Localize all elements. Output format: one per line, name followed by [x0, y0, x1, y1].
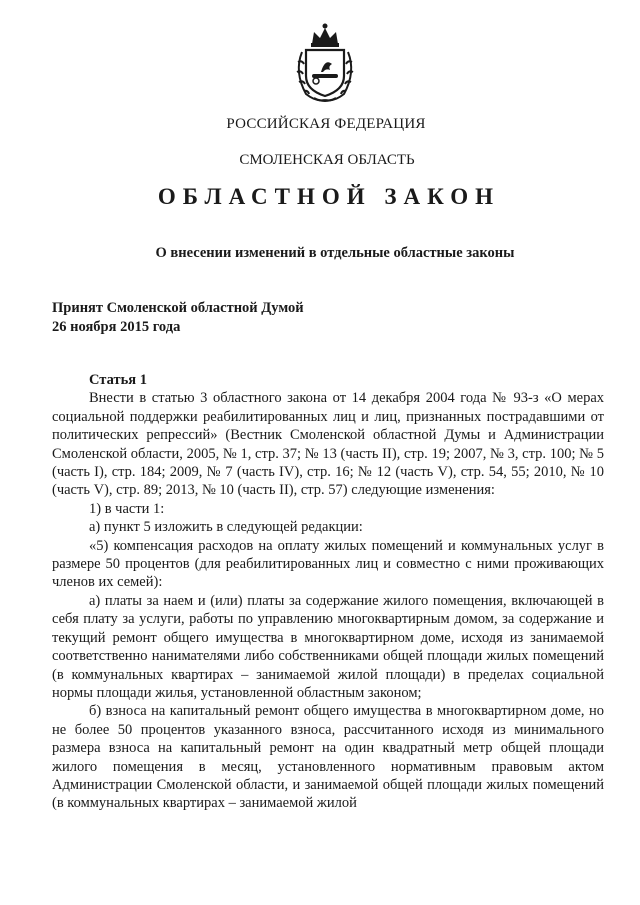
article-paragraph: а) платы за наем и (или) платы за содержание жилого помещения, включающей в себя плату за услуги, работы по управлению многоквартирным домом, за содержание и текущий ремонт общего имущества в многоквартирном доме, исходя из занимаемой соответственно нанимателями либо собственниками общей площади жилых помещений (в коммунальных квартирах – занимаемой жилой площади) в пределах социальной нормы площади жилья, установленной областным законом; — [52, 592, 604, 701]
article-paragraph: а) пункт 5 изложить в следующей редакции: — [89, 519, 363, 536]
article-paragraph: 1) в части 1: — [89, 500, 165, 517]
adopted-by: Принят Смоленской областной Думой — [52, 300, 304, 316]
region-heading: СМОЛЕНСКАЯ ОБЛАСТЬ — [239, 152, 415, 168]
coat-of-arms-icon — [292, 22, 358, 104]
article-paragraph: б) взноса на капитальный ремонт общего имущества в многоквартирном доме, но не более 50 процентов указанного взноса, рассчитанного исходя из минимального размера взноса на капитальный ремонт на один квадратный метр общей площади жилого помещения в месяц, установленного нормативным правовым актом Администрации Смоленской области, и занимаемой общей площади жилых помещений (в коммунальных квартирах – занимаемой жилой — [52, 703, 604, 812]
article-paragraph: «5) компенсация расходов на оплату жилых помещений и коммунальных услуг в размере 50 процентов (для реабилитированных лиц и совместно с ними проживающих членов их семей): — [52, 537, 604, 591]
article-paragraph: Внести в статью 3 областного закона от 14 декабря 2004 года № 93-з «О мерах социальной поддержки реабилитированных лиц и лиц, признанных пострадавшими от политических репрессий» (Вестник Смоленской областной Думы и Администрации Смоленской области, 2005, № 1, стр. 37; № 13 (часть II), стр. 19; 2007, № 3, стр. 100; № 5 (часть I), стр. 184; 2009, № 7 (часть IV), стр. 16; № 12 (часть V), стр. 54, 55; 2010, № 10 (часть V), стр. 89; 2013, № 10 (часть II), стр. 57) следующие изменения: — [52, 390, 604, 499]
document-title: О внесении изменений в отдельные областные законы — [155, 245, 515, 261]
adoption-block — [52, 299, 304, 337]
article-body — [52, 371, 604, 813]
article-heading: Статья 1 — [89, 372, 147, 388]
federation-heading: РОССИЙСКАЯ ФЕДЕРАЦИЯ — [226, 116, 426, 132]
document-type-heading: ОБЛАСТНОЙ ЗАКОН — [157, 184, 501, 209]
adoption-date: 26 ноября 2015 года — [52, 319, 181, 335]
